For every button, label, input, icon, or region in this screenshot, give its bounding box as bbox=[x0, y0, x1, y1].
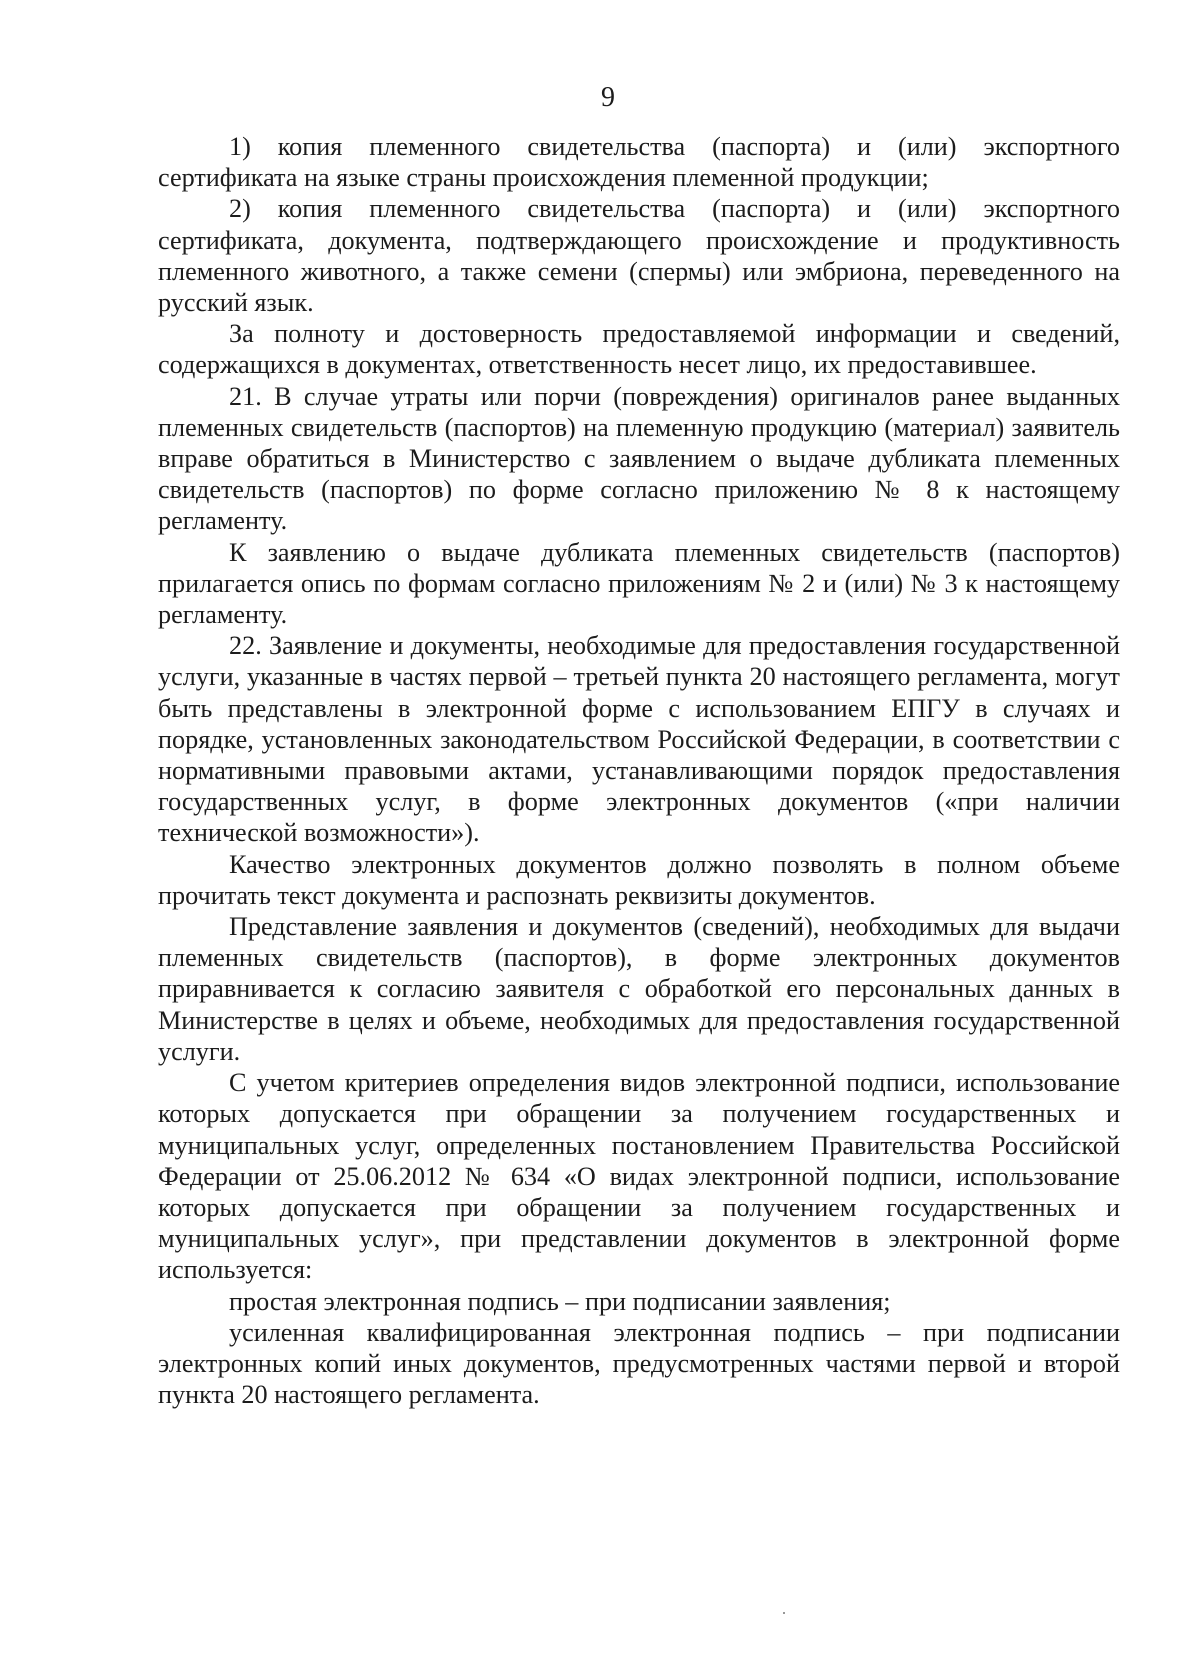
paragraph-qualified-signature: усиленная квалифицированная электронная подпись – при подписании электронных копий иных документов, предусмотренных частями первой и второй пункта 20 настоящего регламента. bbox=[158, 1317, 1120, 1410]
paragraph-22: 22. Заявление и документы, необходимые для предоставления государственной услуги, указанные в частях первой – третьей пункта 20 настоящего регламента, могут быть представлены в электронной форме с использованием ЕПГУ в случаях и порядке, установленных законодательством Российской Федерации, в соответствии с нормативными правовыми актами, устанавливающими порядок предоставления государственных услуг, в форме электронных документов («при наличии технической возможности»). bbox=[158, 631, 1120, 848]
paragraph-consent: Представление заявления и документов (сведений), необходимых для выдачи племенных свидетельств (паспортов), в форме электронных документов приравнивается к согласию заявителя с обработкой его персональных данных в Министерстве в целях и объеме, необходимых для предоставления государственной услуги. bbox=[158, 912, 1120, 1066]
paragraph-duplicate-inventory: К заявлению о выдаче дубликата племенных свидетельств (паспортов) прилагается опись по формам согласно приложениям № 2 и (или) № 3 к настоящему регламенту. bbox=[158, 537, 1120, 630]
paragraph-item-2: 2) копия племенного свидетельства (паспорта) и (или) экспортного сертификата, документа, подтверждающего происхождение и продуктивность племенного животного, а также семени (спермы) или эмбриона, переведенного на русский язык. bbox=[158, 194, 1120, 318]
paragraph-item-1: 1) копия племенного свидетельства (паспорта) и (или) экспортного сертификата на языке страны происхождения племенной продукции; bbox=[158, 132, 1120, 193]
scan-speck bbox=[783, 1612, 785, 1614]
paragraph-21: 21. В случае утраты или порчи (повреждения) оригиналов ранее выданных племенных свидетельств (паспортов) на племенную продукцию (материал) заявитель вправе обратиться в Министерство с заявлением о выдаче дубликата племенных свидетельств (паспортов) по форме согласно приложению № 8 к настоящему регламенту. bbox=[158, 381, 1120, 536]
page-number: 9 bbox=[601, 82, 615, 113]
paragraph-document-quality: Качество электронных документов должно позволять в полном объеме прочитать текст документа и распознать реквизиты документов. bbox=[158, 849, 1120, 910]
paragraph-simple-signature: простая электронная подпись – при подписании заявления; bbox=[229, 1286, 891, 1316]
paragraph-responsibility: За полноту и достоверность предоставляемой информации и сведений, содержащихся в документах, ответственность несет лицо, их предоставившее. bbox=[158, 319, 1120, 380]
document-body bbox=[158, 131, 1120, 1410]
paragraph-signature-criteria: С учетом критериев определения видов электронной подписи, использование которых допускается при обращении за получением государственных и муниципальных услуг, определенных постановлением Правительства Российской Федерации от 25.06.2012 № 634 «О видах электронной подписи, использование которых допускается при обращении за получением государственных и муниципальных услуг», при представлении документов в электронной форме используется: bbox=[158, 1068, 1120, 1285]
